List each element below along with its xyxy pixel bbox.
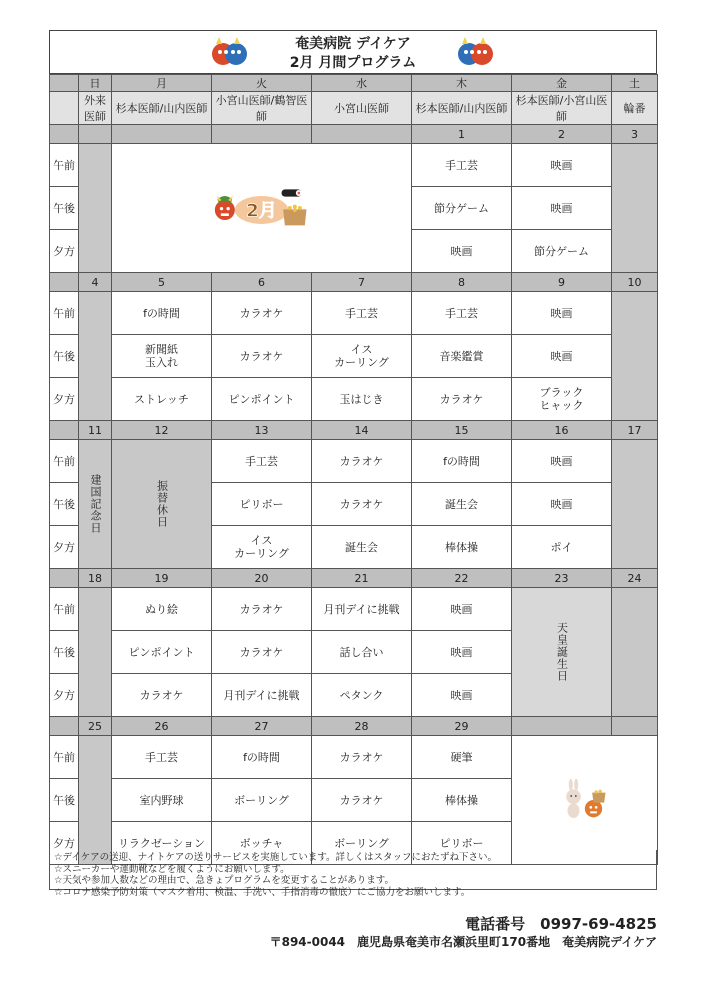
doctor-label: 杉本医師/山内医師 xyxy=(412,92,512,125)
activity-label: ポイ xyxy=(550,540,573,554)
activity-cell xyxy=(112,292,212,335)
closed-day-cell xyxy=(79,588,112,717)
rabbit-icon xyxy=(566,778,581,817)
activity-label: 映画 xyxy=(550,306,573,320)
activity-label: カラオケ xyxy=(139,688,184,702)
date-cell: 12 xyxy=(112,421,212,440)
activity-cell xyxy=(412,440,512,483)
corner-cell xyxy=(50,421,79,440)
activity-label: 室内野球 xyxy=(139,793,184,807)
activity-cell xyxy=(112,631,212,674)
activity-cell xyxy=(212,526,312,569)
date-cell: 3 xyxy=(612,125,658,144)
activity-cell xyxy=(212,674,312,717)
date-cell xyxy=(512,717,612,736)
period-label: 夕方 xyxy=(50,230,79,273)
note-line: ☆コロナ感染予防対策（マスク着用、検温、手洗い、手指消毒の徹底）にご協力をお願いします。 xyxy=(54,886,471,898)
activity-label: ブラック ヒャック xyxy=(539,386,584,412)
address: 〒894-0044 鹿児島県奄美市名瀬浜里町170番地 奄美病院デイケア xyxy=(269,935,657,949)
date-row xyxy=(50,569,658,588)
date-cell xyxy=(312,125,412,144)
activity-label: 誕生会 xyxy=(445,497,478,511)
activity-cell xyxy=(412,144,512,187)
date-cell: 21 xyxy=(312,569,412,588)
corner-cell xyxy=(50,92,79,125)
activity-label: 節分ゲーム xyxy=(434,201,489,215)
date-cell: 13 xyxy=(212,421,312,440)
weekday-6: 土 xyxy=(612,75,658,92)
activity-label: カラオケ xyxy=(239,602,284,616)
date-cell: 29 xyxy=(412,717,512,736)
february-art-cell xyxy=(112,144,412,273)
activity-label: ピンポイント xyxy=(228,392,295,406)
period-label: 午後 xyxy=(50,187,79,230)
activity-label: 映画 xyxy=(550,201,573,215)
activity-cell xyxy=(212,378,312,421)
activity-label: 映画 xyxy=(550,349,573,363)
activity-cell xyxy=(312,335,412,378)
corner-cell xyxy=(50,273,79,292)
activity-cell xyxy=(412,483,512,526)
activity-label: fの時間 xyxy=(143,306,180,320)
period-label: 夕方 xyxy=(50,378,79,421)
doctor-label: 小宮山医師 xyxy=(312,92,412,125)
activity-cell xyxy=(312,631,412,674)
date-cell: 24 xyxy=(612,569,658,588)
activity-label: 月刊デイに挑戦 xyxy=(323,602,400,616)
period-label: 午前 xyxy=(50,736,79,779)
period-row xyxy=(50,144,658,187)
activity-cell xyxy=(312,674,412,717)
activity-cell xyxy=(212,292,312,335)
bunny-art-cell xyxy=(512,736,658,865)
activity-label: 映画 xyxy=(550,497,573,511)
activity-cell xyxy=(412,187,512,230)
activity-label: 棒体操 xyxy=(445,793,478,807)
emperor-birthday-cell xyxy=(512,588,612,717)
activity-cell xyxy=(212,335,312,378)
activity-cell xyxy=(312,736,412,779)
activity-cell xyxy=(412,335,512,378)
date-cell: 5 xyxy=(112,273,212,292)
activity-label: カラオケ xyxy=(239,349,284,363)
activity-cell xyxy=(412,674,512,717)
activity-cell xyxy=(412,230,512,273)
title-box xyxy=(49,30,657,74)
activity-cell xyxy=(212,588,312,631)
date-cell: 2 xyxy=(512,125,612,144)
oni-mask-icon xyxy=(456,34,494,70)
activity-cell xyxy=(412,292,512,335)
activity-cell xyxy=(412,631,512,674)
activity-cell xyxy=(112,335,212,378)
activity-cell xyxy=(112,378,212,421)
activity-cell xyxy=(512,378,612,421)
sushi-roll-icon xyxy=(282,189,302,196)
holiday-label: 建国記念日 xyxy=(89,474,102,534)
date-cell: 20 xyxy=(212,569,312,588)
program-sheet xyxy=(49,30,657,949)
activity-label: ボッチャ xyxy=(239,836,284,850)
activity-label: ピンポイント xyxy=(128,645,195,659)
date-row xyxy=(50,273,658,292)
date-cell: 16 xyxy=(512,421,612,440)
period-label: 午後 xyxy=(50,335,79,378)
activity-label: 音楽鑑賞 xyxy=(439,349,484,363)
date-cell: 14 xyxy=(312,421,412,440)
activity-label: カラオケ xyxy=(439,392,484,406)
date-row xyxy=(50,125,658,144)
corner-cell xyxy=(50,569,79,588)
saturday-closed-cell xyxy=(612,144,658,273)
period-label: 午前 xyxy=(50,144,79,187)
period-row xyxy=(50,440,658,483)
date-cell xyxy=(79,125,112,144)
activity-cell xyxy=(512,292,612,335)
activity-label: ボーリング xyxy=(334,836,389,850)
closed-day-cell xyxy=(612,440,658,569)
activity-label: 誕生会 xyxy=(345,540,378,554)
activity-cell xyxy=(212,483,312,526)
date-cell: 28 xyxy=(312,717,412,736)
activity-label: 月刊デイに挑戦 xyxy=(223,688,300,702)
notes-box xyxy=(49,850,657,898)
activity-cell xyxy=(212,736,312,779)
weekday-4: 木 xyxy=(412,75,512,92)
date-cell: 6 xyxy=(212,273,312,292)
period-row xyxy=(50,588,658,631)
weekday-0: 日 xyxy=(79,75,112,92)
activity-cell xyxy=(112,779,212,822)
activity-label: fの時間 xyxy=(243,750,280,764)
date-cell: 4 xyxy=(79,273,112,292)
activity-label: 映画 xyxy=(450,645,473,659)
activity-label: 映画 xyxy=(550,158,573,172)
date-cell: 10 xyxy=(612,273,658,292)
holiday-label: 天皇誕生日 xyxy=(555,622,569,682)
bean-box-icon xyxy=(592,789,605,802)
doctor-label: 杉本医師/小宮山医師 xyxy=(512,92,612,125)
period-label: 午後 xyxy=(50,483,79,526)
date-row xyxy=(50,717,658,736)
period-label: 午前 xyxy=(50,440,79,483)
activity-cell xyxy=(312,440,412,483)
activity-label: ペタンク xyxy=(339,688,384,702)
activity-label: 新聞紙 玉入れ xyxy=(145,343,178,369)
activity-label: 手工芸 xyxy=(445,306,478,320)
activity-cell xyxy=(512,440,612,483)
activity-cell xyxy=(412,526,512,569)
closed-day-cell xyxy=(79,736,112,865)
activity-label: ピリボー xyxy=(239,497,284,511)
activity-cell xyxy=(112,588,212,631)
date-cell xyxy=(112,125,212,144)
activity-cell xyxy=(412,378,512,421)
date-cell xyxy=(212,125,312,144)
activity-label: 手工芸 xyxy=(145,750,178,764)
weekday-5: 金 xyxy=(512,75,612,92)
activity-label: 映画 xyxy=(550,454,573,468)
activity-label: 話し合い xyxy=(339,645,384,659)
activity-label: ボーリング xyxy=(234,793,289,807)
activity-label: ピリボー xyxy=(439,836,484,850)
note-line: ☆スニーカーや運動靴などを履くようにお願いします。 xyxy=(54,863,290,875)
program-title: 2月 月間プログラム xyxy=(289,55,417,71)
activity-label: 映画 xyxy=(450,244,473,258)
corner-cell xyxy=(50,125,79,144)
date-cell: 9 xyxy=(512,273,612,292)
activity-cell xyxy=(212,440,312,483)
corner-cell xyxy=(50,75,79,92)
weekday-header-row xyxy=(50,75,658,92)
activity-label: カラオケ xyxy=(339,750,384,764)
date-cell: 26 xyxy=(112,717,212,736)
oni-face-icon xyxy=(215,196,235,220)
doctor-row xyxy=(50,92,658,125)
facility-title: 奄美病院 デイケア xyxy=(295,36,411,52)
doctor-label: 輪番 xyxy=(612,92,658,125)
doctor-label: 小宮山医師/鶴智医師 xyxy=(212,92,312,125)
activity-cell xyxy=(312,526,412,569)
date-cell: 1 xyxy=(412,125,512,144)
closed-day-cell xyxy=(612,588,658,717)
closed-day-cell xyxy=(79,292,112,421)
activity-cell xyxy=(112,736,212,779)
period-label: 夕方 xyxy=(50,674,79,717)
date-row xyxy=(50,421,658,440)
activity-cell xyxy=(512,230,612,273)
substitute-holiday-cell xyxy=(112,440,212,569)
period-label: 午後 xyxy=(50,779,79,822)
doctor-label: 外来医師 xyxy=(79,92,112,125)
activity-label: 玉はじき xyxy=(339,392,384,406)
sunday-closed-cell xyxy=(79,144,112,273)
activity-label: カラオケ xyxy=(239,306,284,320)
activity-label: ストレッチ xyxy=(134,392,189,406)
date-cell: 25 xyxy=(79,717,112,736)
activity-cell xyxy=(212,779,312,822)
activity-cell xyxy=(512,335,612,378)
date-cell: 8 xyxy=(412,273,512,292)
activity-label: リラクゼーション xyxy=(117,836,206,850)
activity-cell xyxy=(312,588,412,631)
weekday-2: 火 xyxy=(212,75,312,92)
date-cell: 7 xyxy=(312,273,412,292)
activity-cell xyxy=(312,779,412,822)
february-label: 2月 xyxy=(246,200,277,222)
weekday-3: 水 xyxy=(312,75,412,92)
program-calendar xyxy=(49,74,658,865)
activity-label: 棒体操 xyxy=(445,540,478,554)
weekday-1: 月 xyxy=(112,75,212,92)
activity-label: 節分ゲーム xyxy=(534,244,589,258)
activity-cell xyxy=(412,736,512,779)
corner-cell xyxy=(50,717,79,736)
activity-cell xyxy=(112,674,212,717)
holiday-label: 振替休日 xyxy=(155,480,169,528)
activity-label: 手工芸 xyxy=(345,306,378,320)
activity-label: カラオケ xyxy=(339,793,384,807)
note-line: ☆天気や参加人数などの理由で、急きょプログラムを変更することがあります。 xyxy=(54,875,394,886)
activity-label: カラオケ xyxy=(339,497,384,511)
closed-day-cell xyxy=(612,292,658,421)
period-label: 夕方 xyxy=(50,822,79,865)
activity-cell xyxy=(412,588,512,631)
bunny-illustration xyxy=(512,778,657,820)
date-cell: 27 xyxy=(212,717,312,736)
activity-label: カラオケ xyxy=(339,454,384,468)
note-line: ☆デイケアの送迎、ナイトケアの送りサービスを実施しています。詳しくはスタッフにおたずね下さい。 xyxy=(54,852,498,863)
period-label: 午前 xyxy=(50,292,79,335)
period-row xyxy=(50,378,658,421)
activity-cell xyxy=(312,378,412,421)
date-cell: 15 xyxy=(412,421,512,440)
period-row xyxy=(50,292,658,335)
activity-cell xyxy=(512,483,612,526)
activity-cell xyxy=(512,144,612,187)
date-cell: 19 xyxy=(112,569,212,588)
period-row xyxy=(50,736,658,779)
activity-label: 硬筆 xyxy=(450,750,473,764)
activity-label: カラオケ xyxy=(239,645,284,659)
period-label: 午後 xyxy=(50,631,79,674)
date-cell: 11 xyxy=(79,421,112,440)
activity-label: ぬり絵 xyxy=(145,602,178,616)
period-label: 夕方 xyxy=(50,526,79,569)
activity-cell xyxy=(312,483,412,526)
activity-cell xyxy=(312,292,412,335)
date-cell: 22 xyxy=(412,569,512,588)
activity-cell xyxy=(512,187,612,230)
date-cell: 17 xyxy=(612,421,658,440)
activity-label: イス カーリング xyxy=(234,534,289,560)
activity-cell xyxy=(212,631,312,674)
date-cell: 18 xyxy=(79,569,112,588)
activity-cell xyxy=(512,526,612,569)
activity-cell xyxy=(412,779,512,822)
activity-label: 映画 xyxy=(450,688,473,702)
activity-label: イス カーリング xyxy=(334,343,389,369)
period-row xyxy=(50,335,658,378)
activity-label: 手工芸 xyxy=(445,158,478,172)
doctor-label: 杉本医師/山内医師 xyxy=(112,92,212,125)
date-cell xyxy=(612,717,658,736)
closed-day-cell xyxy=(79,440,112,569)
period-label: 午前 xyxy=(50,588,79,631)
setsubun-illustration xyxy=(112,186,411,228)
date-cell: 23 xyxy=(512,569,612,588)
activity-label: 映画 xyxy=(450,602,473,616)
activity-label: 手工芸 xyxy=(245,454,278,468)
activity-label: fの時間 xyxy=(443,454,480,468)
phone-number: 電話番号 0997-69-4825 xyxy=(465,915,657,933)
